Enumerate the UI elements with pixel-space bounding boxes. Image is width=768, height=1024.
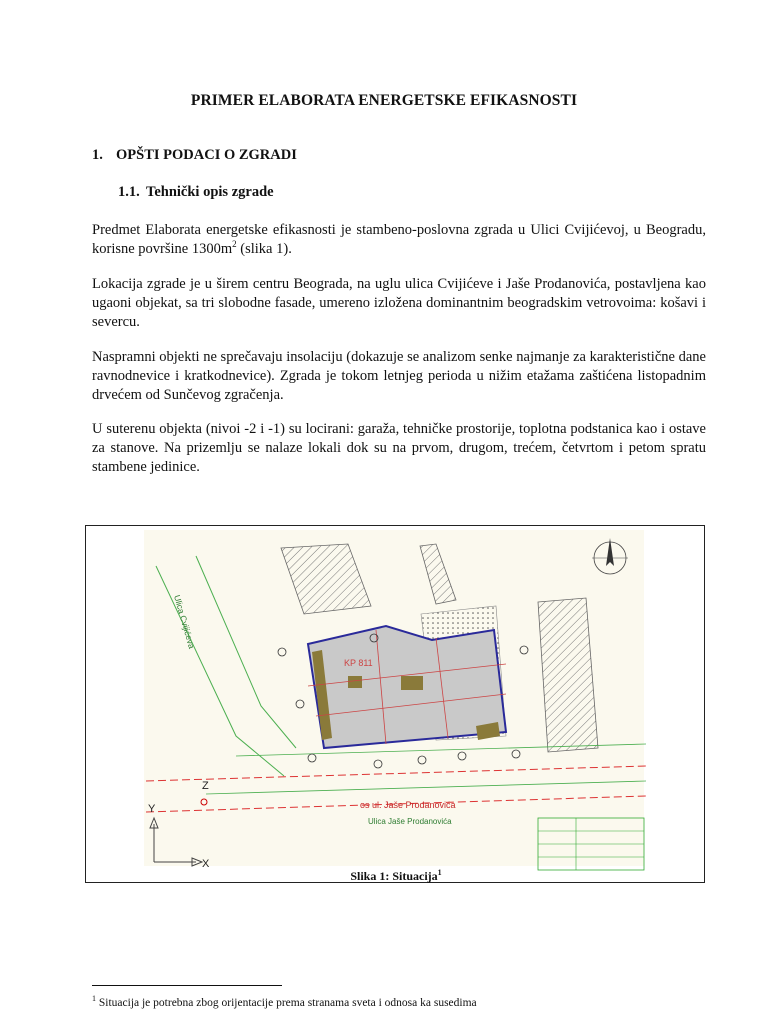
section-title: OPŠTI PODACI O ZGRADI: [116, 147, 297, 163]
footnote: [92, 994, 477, 1009]
subsection-heading: [118, 184, 274, 201]
site-plan-drawing: [86, 526, 706, 884]
core-block: [348, 676, 362, 688]
paragraph-1-text: Predmet Elaborata energetske efikasnosti je stambeno-poslovna zgrada u Ulici Cvijićevoj, u Beogradu, korisne površine 1300m: [92, 222, 706, 257]
paragraph-2: Lokacija zgrade je u širem centru Beograda, na uglu ulica Cvijićeve i Jaše Prodanovića, postavljena kao ugaoni objekat, sa tri slobodne fasade, umereno izložena dominantnim beogradskim vetrovoima: košavi i severcu.: [92, 276, 706, 330]
paragraph-3: Naspramni objekti ne sprečavaju insolaciju (dokazuje se analizom senke najmanje za karakteristične dane ravnodnevice i kratkodnevice). Zgrada je tokom letnjeg perioda u nižim etažama zaštićena listopadnim drvećem od Sunčevog zgračenja.: [92, 349, 706, 403]
subsection-number: 1.1.: [118, 184, 140, 200]
axis-z-label: Z: [202, 780, 209, 792]
section-number: 1.: [92, 147, 103, 163]
figure-caption-text: Slika 1: Situacija: [350, 869, 438, 883]
paragraph-1-end: (slika 1).: [236, 241, 292, 257]
site-plan-figure: [85, 525, 705, 883]
footnote-separator: [92, 985, 282, 986]
figure-caption: [86, 869, 706, 883]
parcel-label: KP 811: [344, 658, 373, 668]
street-label-jase: Ulica Jaše Prodanovića: [368, 817, 452, 826]
street-label-cvijiceva: Ulica Cvijićeva: [172, 593, 197, 650]
subsection-title: Tehnički opis zgrade: [146, 184, 274, 200]
street-label-axis: os ul. Jaše Prodanovića: [360, 800, 456, 810]
figure-caption-footnote-ref: 1: [437, 868, 442, 877]
axis-y-label: Y: [148, 803, 156, 815]
paragraph-1: [92, 221, 706, 259]
paragraph-4: U suterenu objekta (nivoi -2 i -1) su locirani: garaža, tehničke prostorije, toplotna podstanica kao i ostave za stanove. Na prizemlju se nalaze lokali dok su na prvom, drugom, trećem, četvrtom i petom spratu stambene jedinice.: [92, 421, 706, 475]
section-heading: [92, 147, 297, 164]
footnote-number: 1: [92, 994, 96, 1003]
core-block: [401, 676, 423, 690]
area-superscript: 2: [232, 239, 237, 250]
footnote-text: Situacija je potrebna zbog orijentacije prema stranama sveta i odnosa ka susedima: [98, 996, 477, 1009]
page-title: PRIMER ELABORATA ENERGETSKE EFIKASNOSTI: [190, 92, 578, 109]
axis-x-label: X: [202, 858, 210, 870]
